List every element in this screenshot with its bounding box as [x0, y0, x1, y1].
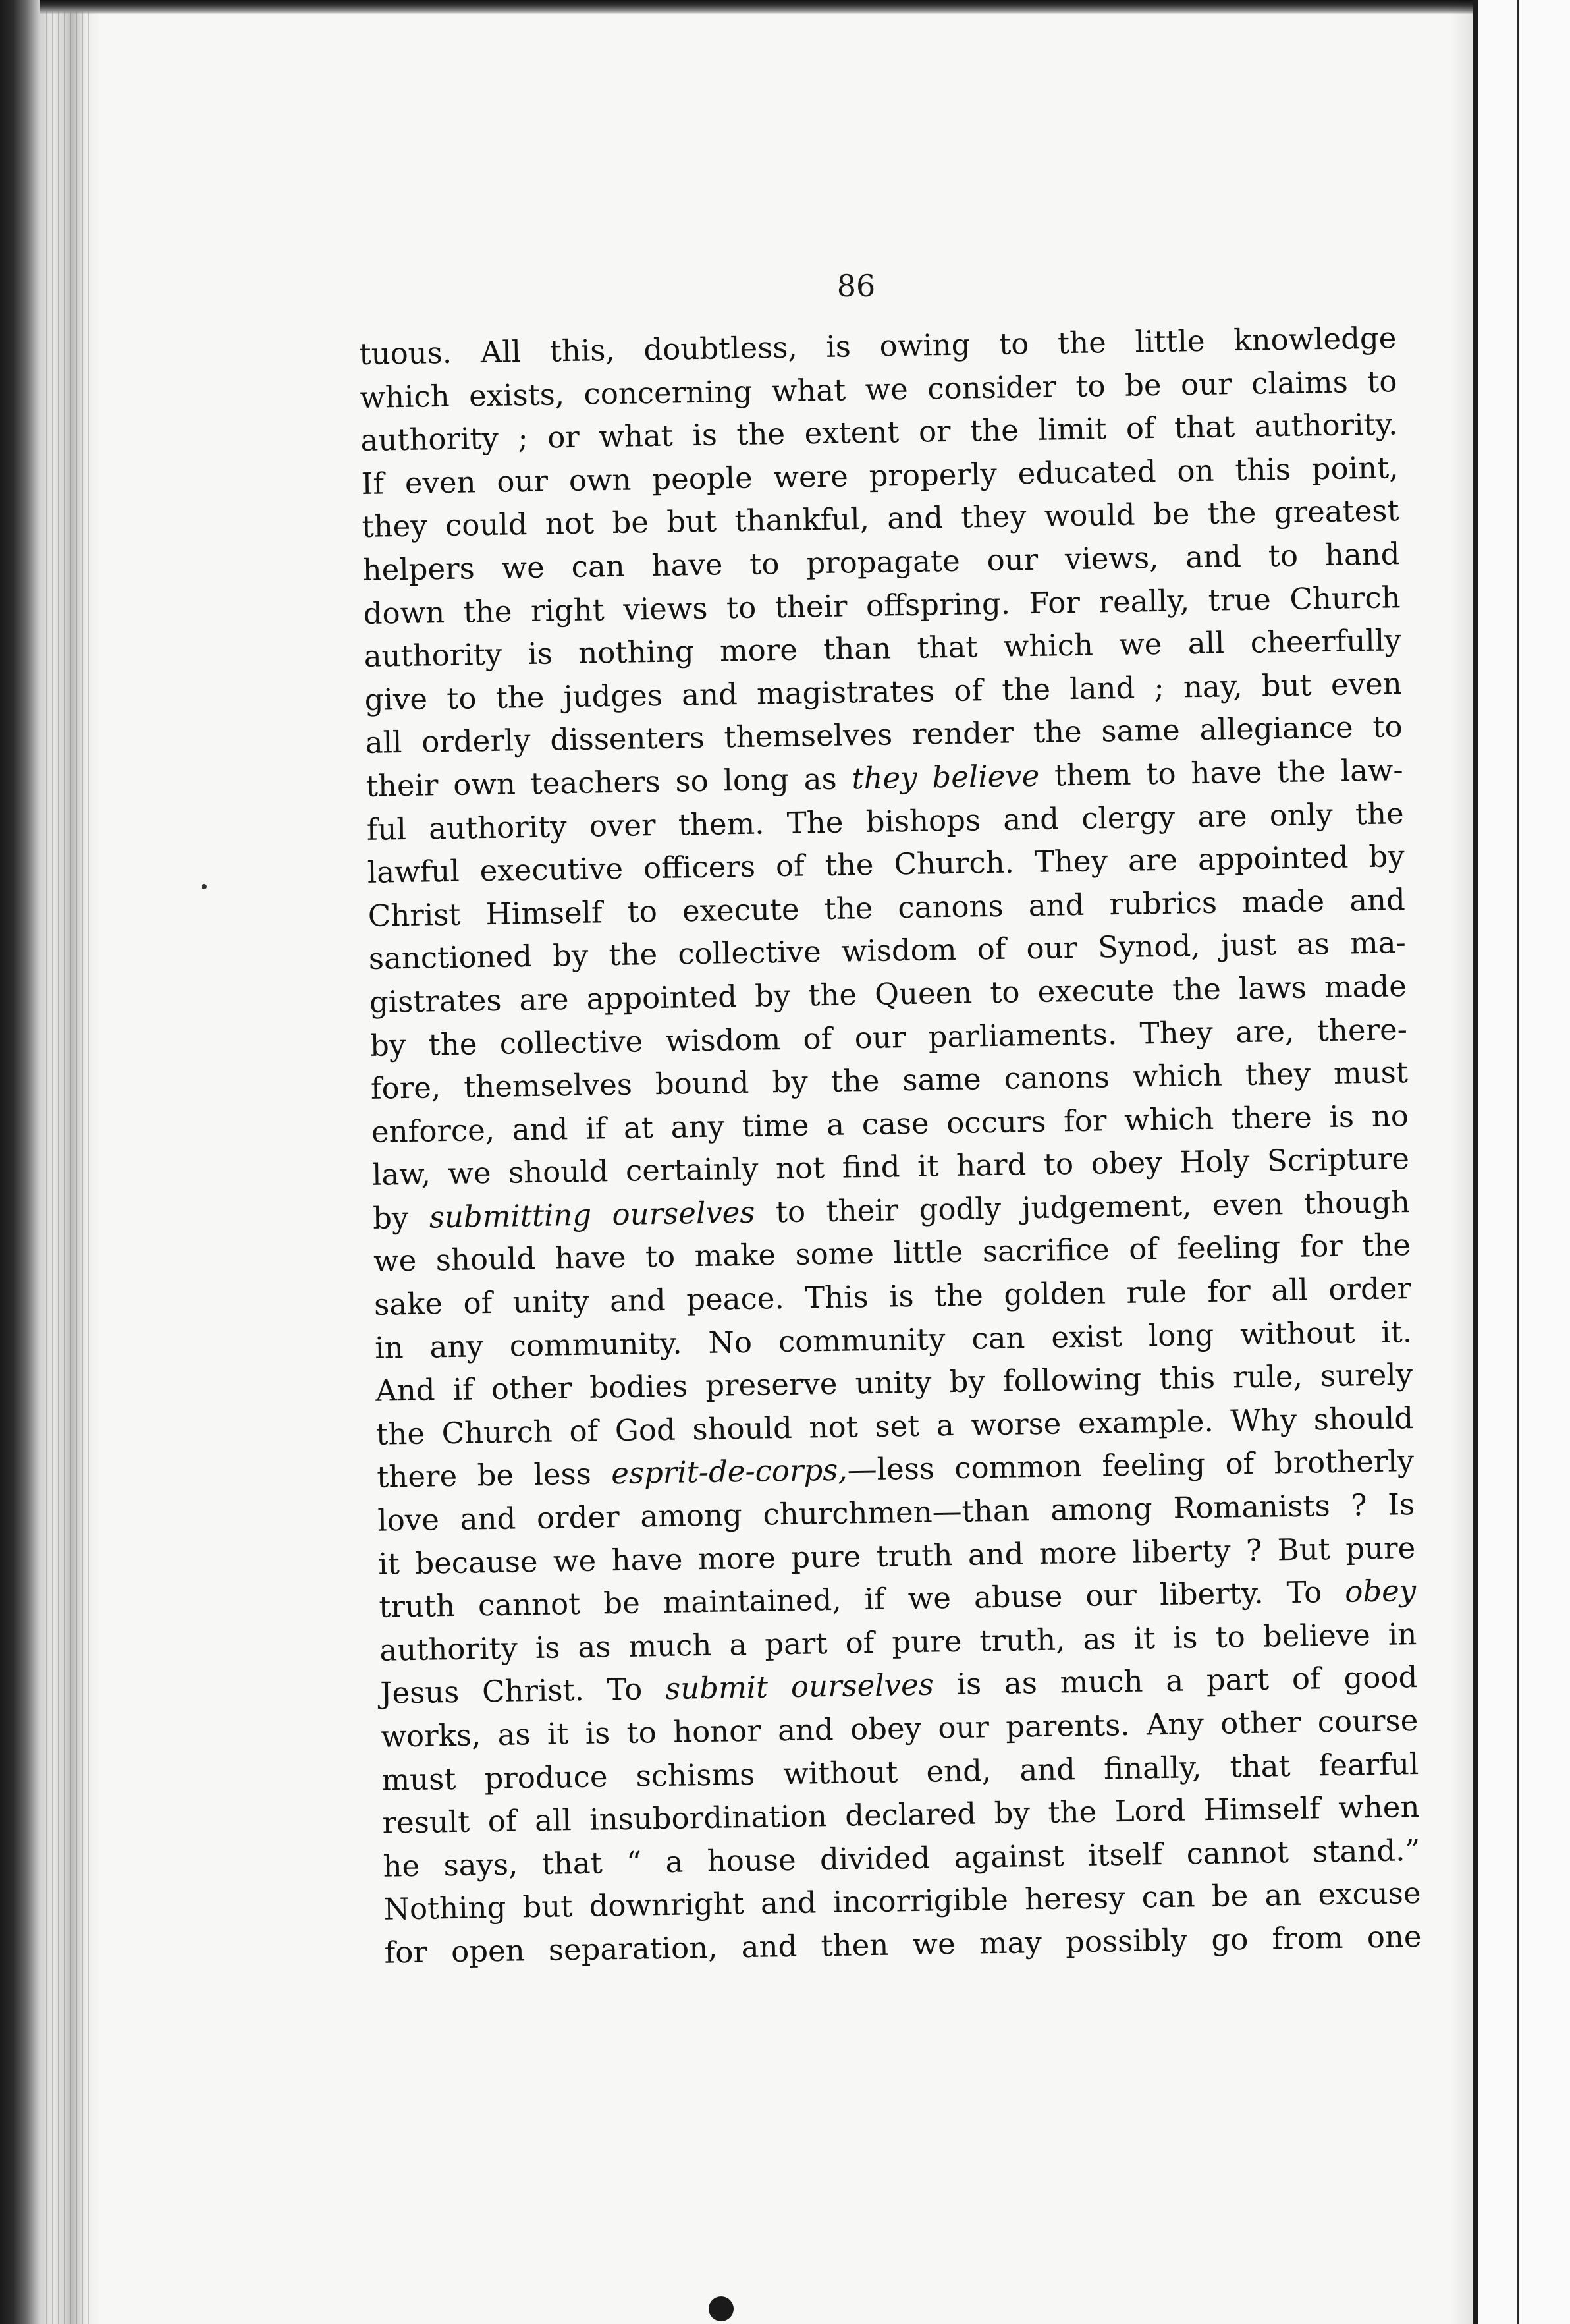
text-line: works, as it is to honor and obey our parents. Any other course — [381, 1703, 1419, 1754]
text-line: helpers we can have to propagate our views, and to hand — [362, 536, 1400, 588]
text-run: Jesus Christ. To — [380, 1671, 643, 1711]
adjacent-page-gutter — [1517, 0, 1519, 2324]
page-stack-lines — [46, 0, 92, 2324]
text-line: must produce schisms without end, and finally, that fearful — [381, 1746, 1419, 1798]
text-line: the Church of God should not set a worse example. Why should — [375, 1400, 1414, 1452]
text-run: there be less — [376, 1456, 592, 1495]
text-run: is as much a part of good — [956, 1659, 1418, 1702]
body-text — [359, 316, 1422, 1974]
text-line: tuous. All this, doubtless, is owing to the little knowledge — [359, 320, 1397, 372]
right-page-border — [1473, 0, 1478, 2324]
adjacent-page — [1478, 0, 1570, 2324]
text-line: And if other bodies preserve unity by following this rule, surely — [375, 1357, 1413, 1409]
top-page-edge — [40, 0, 1488, 14]
text-line: If even our own people were properly educated on this point, — [361, 450, 1399, 501]
text-line: authority ; or what is the extent or the limit of that authority. — [360, 406, 1398, 458]
page-number: 86 — [836, 268, 876, 304]
text-line: by the collective wisdom of our parliaments. They are, there- — [369, 1011, 1408, 1063]
text-line: it because we have more pure truth and more liberty ? But pure — [377, 1530, 1416, 1582]
italic-run: obey — [1344, 1573, 1417, 1609]
text-line: love and order among churchmen—than among Romanists ? Is — [377, 1487, 1415, 1538]
italic-run: esprit-de-corps, — [610, 1452, 848, 1491]
text-line: down the right views to their offspring. For really, true Church — [363, 579, 1401, 631]
text-line: authority is nothing more than that which we all cheerfully — [364, 622, 1401, 675]
text-line: gistrates are appointed by the Queen to execute the laws made — [369, 968, 1407, 1020]
text-run: —less common feeling of brotherly — [847, 1443, 1415, 1487]
text-line: ful authority over them. The bishops and clergy are only the — [366, 795, 1405, 847]
text-run: to their godly judgement, even though — [775, 1184, 1411, 1230]
text-run: truth cannot be maintained, if we abuse our liberty. To — [378, 1574, 1322, 1624]
italic-run: they believe — [852, 758, 1040, 796]
text-line: in any community. No community can exist long without it. — [374, 1314, 1413, 1366]
text-line: fore, themselves bound by the same canons which they must — [370, 1055, 1409, 1106]
text-line: result of all insubordination declared by the Lord Himself when — [382, 1789, 1420, 1840]
text-run: their own teachers so long as — [365, 761, 838, 804]
text-line: all orderly dissenters themselves render the same allegiance to — [365, 709, 1403, 761]
text-line: for open separation, and then we may possibly go from one — [384, 1918, 1422, 1970]
text-line: law, we should certainly not find it hard to obey Holy Scripture — [371, 1141, 1410, 1193]
text-line: he says, that “ a house divided against itself cannot stand.” — [383, 1832, 1421, 1884]
text-line: Nothing but downright and incorrigible heresy can be an excuse — [383, 1875, 1421, 1927]
text-run: them to have the law- — [1054, 752, 1404, 793]
book-binding-edge — [0, 0, 99, 2324]
bottom-binding-mark — [709, 2296, 734, 2321]
right-shadow — [1449, 0, 1473, 2324]
text-line: which exists, concerning what we consider to be our claims to — [360, 363, 1397, 415]
text-line: authority is as much a part of pure truth, as it is to believe in — [379, 1616, 1417, 1668]
text-line: we should have to make some little sacrifice of feeling for the — [373, 1227, 1411, 1279]
margin-speck — [202, 884, 207, 889]
text-line: enforce, and if at any time a case occurs for which there is no — [371, 1097, 1409, 1149]
text-line: sake of unity and peace. This is the golden rule for all order — [373, 1271, 1412, 1322]
text-line: sanctioned by the collective wisdom of our Synod, just as ma- — [368, 925, 1407, 977]
italic-run: submit ourselves — [664, 1667, 934, 1707]
text-line: Christ Himself to execute the canons and rubrics made and — [367, 881, 1406, 933]
text-line: give to the judges and magistrates of the land ; nay, but even — [364, 665, 1402, 717]
text-line: lawful executive officers of the Church. They are appointed by — [367, 839, 1405, 891]
text-line: they could not be but thankful, and they would be the greatest — [362, 493, 1399, 545]
italic-run: submitting ourselves — [429, 1194, 755, 1235]
text-run: by — [372, 1200, 409, 1236]
